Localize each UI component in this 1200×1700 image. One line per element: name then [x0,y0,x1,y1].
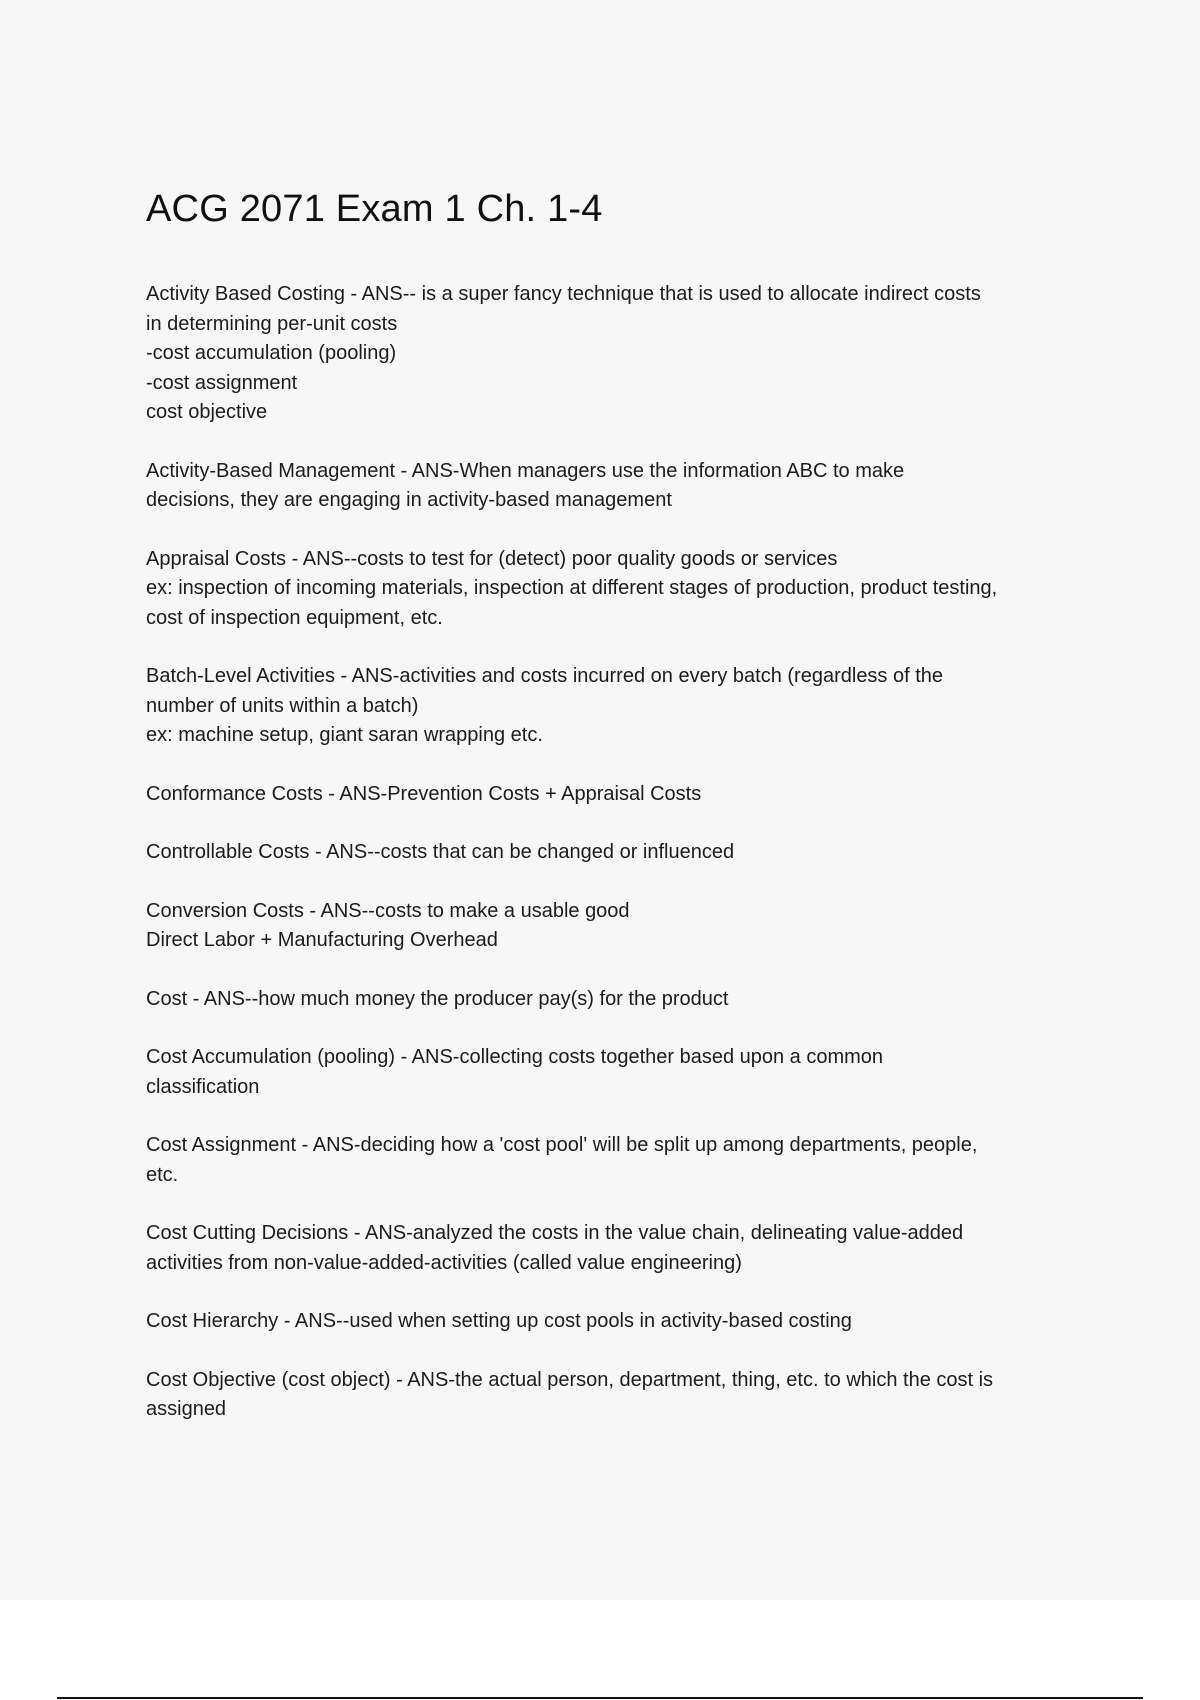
term-line: decisions, they are engaging in activity-based management [146,489,672,511]
term-line: Activity Based Costing - ANS-- is a super fancy technique that is used to allocate indirect costs [146,283,981,305]
term-entry [146,780,1106,810]
term-entry [146,838,1106,868]
term-list [146,280,1106,1454]
term-line: Controllable Costs - ANS--costs that can be changed or influenced [146,841,735,863]
term-line: Activity-Based Management - ANS-When managers use the information ABC to make [146,459,905,482]
term-line: Direct Labor + Manufacturing Overhead [146,929,498,951]
term-line: Conformance Costs - ANS-Prevention Costs + Appraisal Costs [146,782,702,805]
term-entry [146,457,1106,516]
term-line: -cost assignment [146,371,298,394]
term-entry [146,662,1106,751]
term-entry [146,545,1106,634]
term-entry [146,897,1106,956]
term-line: ex: machine setup, giant saran wrapping etc. [146,724,543,746]
term-line: Batch-Level Activities - ANS-activities and costs incurred on every batch (regardless of the [146,665,944,687]
term-line: Conversion Costs - ANS--costs to make a usable good [146,899,630,922]
term-line: Cost Objective (cost object) - ANS-the actual person, department, thing, etc. to which the cost is [146,1368,994,1391]
term-line: classification [146,1075,260,1098]
term-line: in determining per-unit costs [146,312,398,335]
term-line: Cost Hierarchy - ANS--used when setting up cost pools in activity-based costing [146,1310,852,1332]
document-title: ACG 2071 Exam 1 Ch. 1-4 [146,188,603,230]
term-line: Cost Accumulation (pooling) - ANS-collecting costs together based upon a common [146,1046,884,1068]
term-line: number of units within a batch) [146,694,419,717]
term-entry [146,1043,1106,1102]
term-line: cost of inspection equipment, etc. [146,606,443,629]
term-entry [146,280,1106,428]
term-line: assigned [146,1398,227,1420]
term-entry [146,1307,1106,1337]
term-line: etc. [146,1163,179,1186]
term-line: Cost - ANS--how much money the producer pay(s) for the product [146,987,729,1010]
term-line: cost objective [146,401,268,423]
term-line: Cost Cutting Decisions - ANS-analyzed the costs in the value chain, delineating value-added [146,1222,964,1244]
term-entry [146,1131,1106,1190]
term-entry [146,1366,1106,1425]
term-line: -cost accumulation (pooling) [146,342,397,364]
term-entry [146,1219,1106,1278]
term-entry [146,985,1106,1015]
term-line: ex: inspection of incoming materials, inspection at different stages of production, product testing, [146,577,998,599]
bottom-rule [57,1697,1143,1699]
term-line: Cost Assignment - ANS-deciding how a 'cost pool' will be split up among departments, people, [146,1134,978,1156]
term-line: activities from non-value-added-activities (called value engineering) [146,1251,742,1274]
term-line: Appraisal Costs - ANS--costs to test for (detect) poor quality goods or services [146,547,838,570]
